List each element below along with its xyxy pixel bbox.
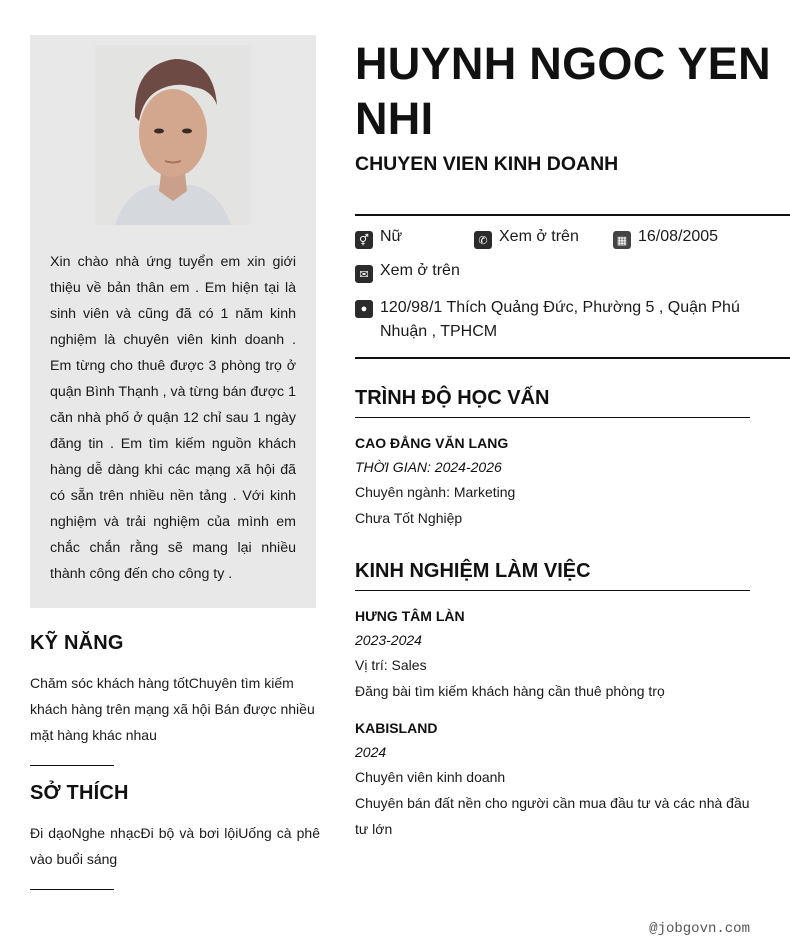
contact-phone bbox=[474, 228, 579, 249]
experience-period: 2023-2024 bbox=[355, 632, 422, 648]
candidate-name: HUYNH NGOC YEN NHI bbox=[355, 38, 771, 144]
person-photo-icon bbox=[95, 45, 251, 225]
email-icon: ✉ bbox=[355, 265, 373, 283]
skills-title: KỸ NĂNG bbox=[30, 632, 124, 654]
contact-birthday bbox=[613, 228, 718, 249]
gender-value: Nữ bbox=[380, 228, 403, 245]
experience-description: Chuyên bán đất nền cho người cần mua đầu tư và các nhà đầu tư lớn bbox=[355, 795, 750, 837]
school-name: CAO ĐẲNG VĂN LANG bbox=[355, 435, 509, 451]
hobbies-section bbox=[30, 782, 320, 890]
contact-gender bbox=[355, 228, 402, 249]
education-status: Chưa Tốt Nghiệp bbox=[355, 510, 463, 526]
location-pin-icon: ● bbox=[355, 300, 373, 318]
skills-text: Chăm sóc khách hàng tốtChuyên tìm kiếm khách hàng trên mạng xã hội Bán được nhiều mặt hàng khác nhau bbox=[30, 675, 315, 743]
hobbies-text: Đi dạoNghe nhạcĐi bộ và bơi lộiUống cà phê vào buổi sáng bbox=[30, 825, 320, 867]
company-name: KABISLAND bbox=[355, 720, 438, 736]
hobbies-title: SỞ THÍCH bbox=[30, 782, 129, 804]
phone-icon: ✆ bbox=[474, 231, 492, 249]
address-value: 120/98/1 Thích Quảng Đức, Phường 5 , Quận Phú Nhuận , TPHCM bbox=[380, 299, 740, 340]
contact-email bbox=[355, 262, 460, 283]
experience-entry bbox=[355, 604, 750, 704]
job-title: CHUYEN VIEN KINH DOANH bbox=[355, 153, 619, 175]
email-value: Xem ở trên bbox=[380, 262, 460, 279]
profile-summary: Xin chào nhà ứng tuyển em xin giới thiệu về bản thân em . Em hiện tại là sinh viên và cũng đã có 1 năm kinh nghiệm là chuyên viên kinh doanh . Em từng cho thuê được 3 phòng trọ ở quận Bình Thạnh , và từng bán được 1 căn nhà phố ở quận 12 chỉ sau 1 ngày đăng tin . Em tìm kiếm nguồn khách hàng dễ dàng khi các mạng xã hội đã có sẵn trên nhiều nền tảng . Với kinh nghiệm và trải nghiệm của mình em chắc chắn rằng sẽ mang lại nhiều thành công đến cho công ty . bbox=[50, 254, 296, 582]
experience-entry bbox=[355, 716, 750, 842]
profile-panel bbox=[30, 35, 316, 608]
profile-photo bbox=[95, 45, 251, 225]
education-entry bbox=[355, 431, 750, 531]
divider bbox=[355, 214, 790, 216]
calendar-icon: ▦ bbox=[613, 231, 631, 249]
experience-position: Vị trí: Sales bbox=[355, 657, 427, 673]
skills-section bbox=[30, 632, 320, 766]
experience-position: Chuyên viên kinh doanh bbox=[355, 769, 506, 785]
divider bbox=[355, 357, 790, 359]
divider bbox=[30, 765, 114, 766]
experience-section bbox=[355, 560, 750, 842]
education-major: Chuyên ngành: Marketing bbox=[355, 484, 516, 500]
birthday-value: 16/08/2005 bbox=[638, 228, 719, 245]
gender-icon: ⚥ bbox=[355, 231, 373, 249]
experience-period: 2024 bbox=[355, 744, 387, 760]
contact-address bbox=[355, 296, 745, 344]
experience-description: Đăng bài tìm kiếm khách hàng cần thuê phòng trọ bbox=[355, 683, 665, 699]
watermark: @jobgovn.com bbox=[649, 921, 750, 937]
phone-value: Xem ở trên bbox=[499, 228, 579, 245]
education-title: TRÌNH ĐỘ HỌC VẤN bbox=[355, 387, 750, 418]
education-period: THỜI GIAN: 2024-2026 bbox=[355, 459, 502, 475]
education-section bbox=[355, 387, 750, 531]
company-name: HƯNG TÂM LÀN bbox=[355, 608, 465, 624]
experience-title: KINH NGHIỆM LÀM VIỆC bbox=[355, 560, 750, 591]
divider bbox=[30, 889, 114, 890]
